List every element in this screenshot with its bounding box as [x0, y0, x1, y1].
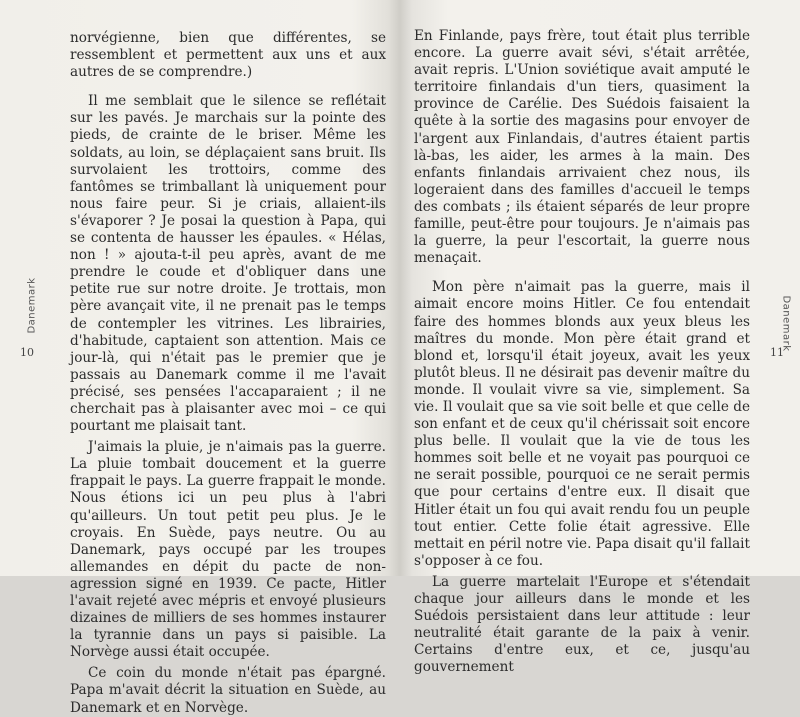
paragraph: Ce coin du monde n'était pas épargné. Papa m'avait décrit la situation en Suède, au Danemark et en Norvège. — [70, 665, 386, 716]
paragraph: norvégienne, bien que différentes, se ressemblent et permettent aux uns et aux autres de se comprendre.) — [70, 30, 386, 81]
paragraph: Mon père n'aimait pas la guerre, mais il aimait encore moins Hitler. Ce fou entendait faire des hommes blonds aux yeux bleus les maîtres du monde. Mon père était grand et blond et, lorsqu'il était joyeux, avait les yeux plutôt bleus. Il ne désirait pas devenir maître du monde. Il voulait vivre sa vie, simplement. Sa vie. Il voulait que sa vie soit belle et que celle de son enfant et de ceux qu'il chérissait soit encore plus belle. Il voulait que la vie de tous les hommes soit belle et ne voyait pas pourquoi ce ne serait possible, pourquoi ce ne serait permis que pour certains d'entre eux. Il disait que Hitler était un fou qui avait rendu fou un peuple tout entier. Cette folie était agressive. Elle mettait en péril notre vie. Papa disait qu'il fallait s'opposer à ce fou. — [414, 279, 750, 569]
right-page — [400, 0, 800, 676]
paragraph: Il me semblait que le silence se reflétait sur les pavés. Je marchais sur la pointe des pieds, de crainte de le briser. Même les soldats, au loin, se déplaçaient sans bruit. Ils survolaient les trottoirs, comme des fantômes se trimballant là uniquement pour nous faire peur. Si je criais, allaient-ils s'évaporer ? Je posai la question à Papa, qui se contenta de hausser les épaules. « Hélas, non ! » ajouta-t-il peu après, avant de me prendre le coude et d'obliquer dans une petite rue sur notre droite. Je trottais, mon père avançait vite, il ne prenait pas le temps de contempler les vitrines. Les librairies, d'habitude, captaient son attention. Mais ce jour-là, qui n'était pas le premier que je passais au Danemark comme il me l'avait précisé, ses pensées l'accaparaient ; il ne cherchait pas à plaisanter avec moi – ce qui pourtant me plaisait tant. — [70, 93, 386, 435]
right-page-number: 11 — [770, 346, 784, 359]
right-page-text — [414, 28, 750, 676]
paragraph: La guerre martelait l'Europe et s'étendait chaque jour ailleurs dans le monde et les Suédois persistaient dans leur attitude : leur neutralité était garante de la paix à venir. Certains d'entre eux, et ce, jusqu'au gouvernement — [414, 573, 750, 676]
left-running-head: Danemark — [26, 277, 38, 334]
left-page-text — [70, 30, 386, 717]
paragraph: J'aimais la pluie, je n'aimais pas la guerre. La pluie tombait doucement et la guerre frappait le pays. La guerre frappait le monde. Nous étions ici un peu plus à l'abri qu'ailleurs. Un tout petit peu plus. Je le croyais. En Suède, pays neutre. Ou au Danemark, pays occupé par les troupes allemandes en dépit du pacte de non-agression signé en 1939. Ce pacte, Hitler l'avait rejeté avec mépris et envoyé plusieurs dizaines de milliers de ses hommes instaurer la tyrannie dans un pays si paisible. La Norvège aussi était occupée. — [70, 439, 386, 661]
left-page-number: 10 — [20, 346, 34, 359]
paragraph: En Finlande, pays frère, tout était plus terrible encore. La guerre avait sévi, s'était arrêtée, avait repris. L'Union soviétique avait amputé le territoire finlandais d'un tiers, quasiment la province de Carélie. Des Suédois faisaient la quête à la sortie des magasins pour envoyer de l'argent aux Finlandais, d'autres étaient partis là-bas, les aider, les armes à la main. Des enfants finlandais arrivaient chez nous, ils logeraient dans des familles d'accueil le temps des combats ; ils étaient séparés de leur propre famille, peut-être pour toujours. Je n'aimais pas la guerre, la peur l'escortait, la guerre nous menaçait. — [414, 28, 750, 267]
left-page — [0, 0, 400, 716]
right-running-head: Danemark — [780, 295, 792, 352]
